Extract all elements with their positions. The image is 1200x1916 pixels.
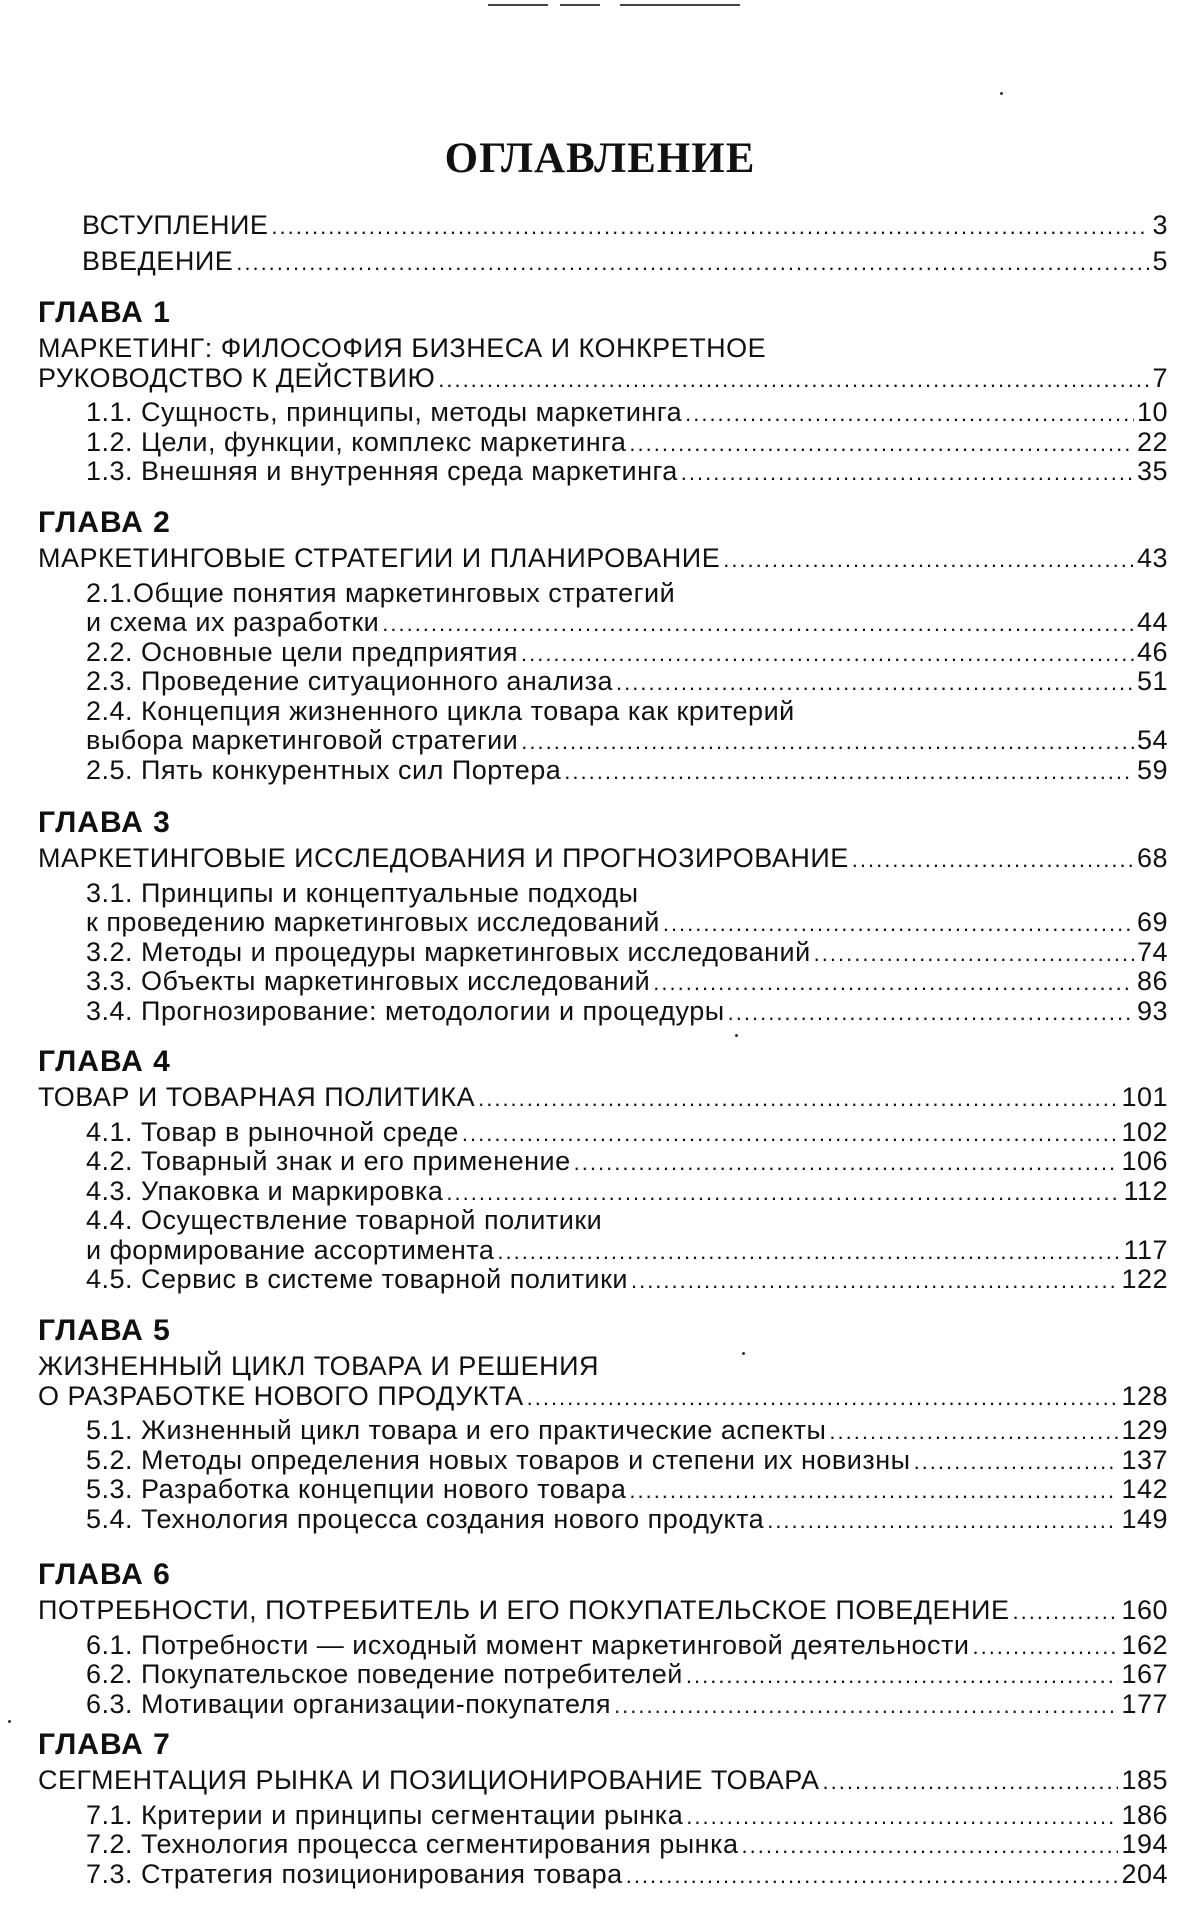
toc-entry-section-label: 4.2. Товарный знак и его применение [86, 1146, 571, 1176]
toc-entry-section[interactable] [86, 1829, 1168, 1859]
page-number: 3 [1152, 210, 1168, 240]
section-title-line: 2.1.Общие понятия маркетинговых стратегий [86, 577, 676, 608]
toc-entry-section[interactable] [86, 397, 1168, 427]
page-number: 117 [1123, 1234, 1168, 1265]
dot-leader [852, 845, 1134, 875]
chapter-label: ГЛАВА 6 [38, 1558, 171, 1591]
toc-entry-section-label: 1.3. Внешняя и внутренняя среда маркетинга [86, 456, 678, 486]
toc-entry-chapter[interactable] [38, 843, 1168, 873]
dot-leader [521, 727, 1134, 757]
toc-entry-chapter-label: МАРКЕТИНГОВЫЕ ИССЛЕДОВАНИЯ И ПРОГНОЗИРОВАНИЕ [38, 843, 849, 873]
page-number: 142 [1121, 1474, 1168, 1504]
toc-entry-chapter[interactable] [38, 1765, 1168, 1795]
dot-leader [527, 1383, 1119, 1413]
dot-leader [497, 1237, 1120, 1267]
toc-entry-chapter-label: МАРКЕТИНГОВЫЕ СТРАТЕГИИ И ПЛАНИРОВАНИЕ [38, 543, 721, 573]
page-title: ОГЛАВЛЕНИЕ [444, 135, 756, 182]
page-number: 86 [1136, 966, 1168, 996]
page-number: 194 [1121, 1829, 1168, 1859]
toc-entry-chapter[interactable] [38, 1381, 1168, 1411]
page-number: 122 [1121, 1264, 1168, 1294]
toc-entry-intro-label: ВСТУПЛЕНИЕ [82, 210, 269, 240]
scan-speck [742, 1352, 745, 1355]
toc-entry-section-label: 3.3. Объекты маркетинговых исследований [86, 966, 651, 996]
dot-leader [685, 399, 1134, 429]
page-number: 185 [1121, 1765, 1168, 1795]
toc-entry-chapter-label: СЕГМЕНТАЦИЯ РЫНКА И ПОЗИЦИОНИРОВАНИЕ ТОВАРА [38, 1765, 820, 1795]
dot-leader [686, 1661, 1119, 1691]
toc-entry-section-label: 6.1. Потребности — исходный момент маркетинговой деятельности [86, 1629, 970, 1660]
toc-entry-section[interactable] [86, 966, 1168, 996]
toc-entry-chapter[interactable] [38, 1595, 1168, 1625]
dot-leader [914, 1447, 1119, 1477]
page-number: 22 [1136, 426, 1168, 457]
chapter-label: ГЛАВА 2 [38, 506, 171, 539]
page-number: 128 [1121, 1380, 1168, 1411]
dot-leader [382, 609, 1134, 639]
dot-leader [742, 1831, 1119, 1861]
toc-entry-section[interactable] [86, 1630, 1168, 1660]
page-number: 177 [1121, 1688, 1168, 1719]
toc-entry-section[interactable] [86, 937, 1168, 967]
dot-leader [767, 1506, 1118, 1536]
dot-leader [629, 1476, 1118, 1506]
page-number: 7 [1152, 362, 1168, 393]
page-number: 93 [1136, 995, 1168, 1026]
toc-entry-section-label: 4.5. Сервис в системе товарной политики [86, 1264, 628, 1294]
toc-entry-section-label: к проведению маркетинговых исследований [86, 907, 660, 937]
toc-entry-section-label: 3.4. Прогнозирование: методологии и процедуры [86, 995, 725, 1026]
toc-entry-chapter[interactable] [38, 363, 1168, 393]
page-number: 5 [1152, 246, 1168, 276]
toc-entry-intro[interactable] [82, 246, 1168, 276]
dot-leader [823, 1767, 1119, 1797]
dot-leader [723, 545, 1134, 575]
toc-entry-section[interactable] [86, 755, 1168, 785]
dot-leader [681, 458, 1134, 488]
toc-entry-section-label: 1.1. Сущность, принципы, методы маркетинга [86, 397, 683, 427]
page-number: 59 [1136, 754, 1168, 785]
toc-entry-section[interactable] [86, 666, 1168, 696]
dot-leader [629, 429, 1134, 459]
scan-speck [8, 1720, 11, 1723]
toc-entry-section[interactable] [86, 907, 1168, 937]
chapter-label: ГЛАВА 4 [38, 1045, 171, 1078]
page-number: 102 [1121, 1116, 1168, 1147]
dot-leader [521, 639, 1134, 669]
toc-entry-section[interactable] [86, 1859, 1168, 1889]
toc-entry-section[interactable] [86, 1445, 1168, 1475]
toc-entry-section[interactable] [86, 1176, 1168, 1206]
toc-entry-section-label: 5.1. Жизненный цикл товара и его практические аспекты [86, 1415, 827, 1445]
toc-entry-chapter[interactable] [38, 543, 1168, 573]
chapter-label: ГЛАВА 1 [38, 296, 171, 329]
dot-leader [478, 1084, 1118, 1114]
dot-leader [631, 1266, 1118, 1296]
scan-artifact [560, 4, 600, 6]
toc-entry-section-label: 7.2. Технология процесса сегментирования рынка [86, 1829, 739, 1859]
dot-leader [271, 212, 1149, 242]
page-number: 68 [1136, 843, 1168, 873]
toc-entry-chapter-label: О РАЗРАБОТКЕ НОВОГО ПРОДУКТА [38, 1380, 524, 1411]
page-number: 46 [1136, 636, 1168, 667]
section-title-line: 3.1. Принципы и концептуальные подходы [86, 877, 639, 908]
toc-entry-section-label: 3.2. Методы и процедуры маркетинговых исследований [86, 936, 811, 967]
toc-entry-chapter-label: РУКОВОДСТВО К ДЕЙСТВИЮ [38, 362, 436, 393]
toc-entry-section[interactable] [86, 1117, 1168, 1147]
dot-leader [616, 668, 1134, 698]
chapter-label: ГЛАВА 5 [38, 1314, 171, 1347]
dot-leader [564, 757, 1134, 787]
page-number: 129 [1121, 1415, 1168, 1445]
page-number: 160 [1121, 1595, 1168, 1625]
dot-leader [446, 1178, 1120, 1208]
page-number: 204 [1121, 1858, 1168, 1889]
toc-entry-section-label: 4.1. Товар в рыночной среде [86, 1116, 459, 1147]
page-number: 74 [1136, 936, 1168, 967]
scan-speck [735, 1034, 738, 1037]
toc-entry-section-label: 1.2. Цели, функции, комплекс маркетинга [86, 426, 627, 457]
toc-entry-section-label: и схема их разработки [86, 607, 380, 637]
section-title-line: 2.4. Концепция жизненного цикла товара как критерий [86, 695, 795, 726]
toc-entry-section[interactable] [86, 1474, 1168, 1504]
page-number: 51 [1136, 666, 1168, 696]
dot-leader [1012, 1597, 1118, 1627]
chapter-label: ГЛАВА 7 [38, 1728, 171, 1761]
toc-entry-section[interactable] [86, 1146, 1168, 1176]
page-number: 162 [1121, 1629, 1168, 1660]
toc-entry-section[interactable] [86, 1800, 1168, 1830]
toc-entry-section[interactable] [86, 427, 1168, 457]
page-number: 101 [1121, 1082, 1168, 1112]
dot-leader [686, 1802, 1118, 1832]
toc-entry-section[interactable] [86, 1689, 1168, 1719]
scan-speck [1000, 92, 1003, 95]
dot-leader [236, 248, 1149, 278]
toc-entry-chapter[interactable] [38, 1082, 1168, 1112]
toc-entry-intro-label: ВВЕДЕНИЕ [82, 246, 234, 276]
page-number: 43 [1136, 543, 1168, 573]
toc-entry-section-label: 2.2. Основные цели предприятия [86, 636, 518, 667]
page-number: 186 [1121, 1799, 1168, 1830]
toc-entry-section-label: 5.2. Методы определения новых товаров и степени их новизны [86, 1444, 911, 1475]
dot-leader [574, 1148, 1119, 1178]
page-number: 54 [1136, 725, 1168, 755]
page-number: 149 [1121, 1503, 1168, 1534]
toc-entry-section[interactable] [86, 1415, 1168, 1445]
dot-leader [663, 909, 1134, 939]
toc-entry-section-label: 7.1. Критерии и принципы сегментации рынка [86, 1799, 684, 1830]
toc-entry-section-label: 7.3. Стратегия позиционирования товара [86, 1858, 623, 1889]
toc-entry-section[interactable] [86, 725, 1168, 755]
toc-entry-section-label: 4.3. Упаковка и маркировка [86, 1175, 444, 1206]
toc-entry-section[interactable] [86, 1235, 1168, 1265]
toc-entry-section[interactable] [86, 607, 1168, 637]
page-number: 69 [1136, 907, 1168, 937]
dot-leader [653, 968, 1134, 998]
page-number: 137 [1121, 1444, 1168, 1475]
toc-entry-section[interactable] [86, 637, 1168, 667]
page-number: 35 [1136, 456, 1168, 486]
toc-entry-section[interactable] [86, 996, 1168, 1026]
toc-entry-chapter-label: ТОВАР И ТОВАРНАЯ ПОЛИТИКА [38, 1082, 476, 1112]
scan-artifact [488, 4, 548, 6]
toc-entry-section[interactable] [86, 1264, 1168, 1294]
chapter-title-line: ЖИЗНЕННЫЙ ЦИКЛ ТОВАРА И РЕШЕНИЯ [38, 1351, 599, 1381]
page-number: 44 [1136, 607, 1168, 637]
chapter-title-line: МАРКЕТИНГ: ФИЛОСОФИЯ БИЗНЕСА И КОНКРЕТНОЕ [38, 333, 767, 363]
toc-entry-section-label: 5.4. Технология процесса создания нового продукта [86, 1503, 765, 1534]
toc-entry-section-label: 5.3. Разработка концепции нового товара [86, 1474, 627, 1504]
toc-entry-intro[interactable] [82, 210, 1168, 240]
toc-entry-section[interactable] [86, 456, 1168, 486]
toc-entry-section-label: 2.3. Проведение ситуационного анализа [86, 666, 614, 696]
dot-leader [728, 998, 1134, 1028]
page-number: 112 [1123, 1175, 1168, 1206]
dot-leader [614, 1691, 1118, 1721]
scan-artifact [620, 4, 740, 6]
page-number: 10 [1136, 397, 1168, 427]
toc-entry-section-label: 2.5. Пять конкурентных сил Портера [86, 754, 562, 785]
toc-entry-section-label: и формирование ассортимента [86, 1234, 495, 1265]
dot-leader [972, 1632, 1118, 1662]
dot-leader [462, 1119, 1119, 1149]
toc-entry-section[interactable] [86, 1659, 1168, 1689]
dot-leader [829, 1417, 1118, 1447]
chapter-label: ГЛАВА 3 [38, 806, 171, 839]
dot-leader [438, 365, 1149, 395]
section-title-line: 4.4. Осуществление товарной политики [86, 1205, 603, 1235]
dot-leader [814, 939, 1134, 969]
toc-entry-section-label: 6.2. Покупательское поведение потребителей [86, 1659, 683, 1689]
toc-entry-section-label: 6.3. Мотивации организации-покупателя [86, 1688, 612, 1719]
toc-entry-section-label: выбора маркетинговой стратегии [86, 725, 519, 755]
page-number: 167 [1121, 1659, 1168, 1689]
page-number: 106 [1121, 1146, 1168, 1176]
toc-entry-chapter-label: ПОТРЕБНОСТИ, ПОТРЕБИТЕЛЬ И ЕГО ПОКУПАТЕЛЬСКОЕ ПОВЕДЕНИЕ [38, 1595, 1010, 1625]
dot-leader [626, 1861, 1119, 1891]
toc-entry-section[interactable] [86, 1504, 1168, 1534]
